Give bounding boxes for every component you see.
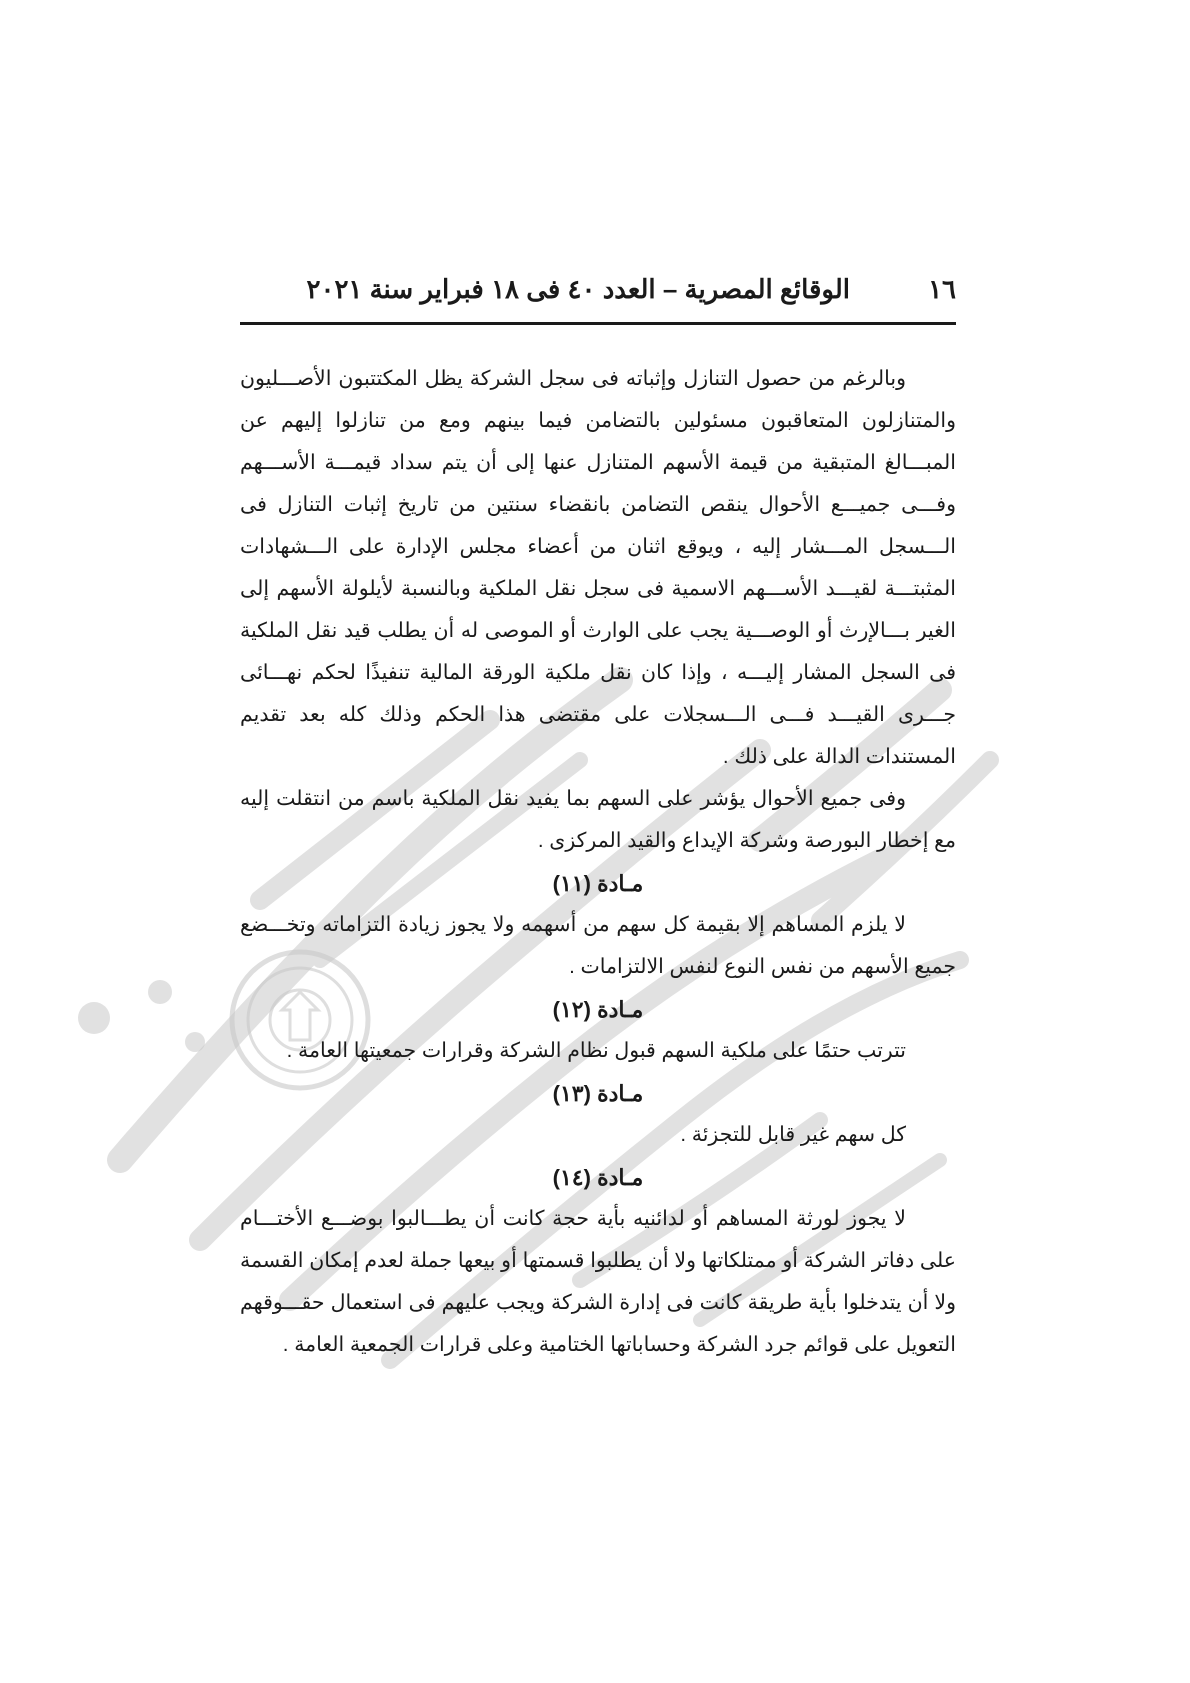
article-heading: مـادة (١١) xyxy=(552,871,644,896)
page-header xyxy=(240,270,956,318)
article-heading: مـادة (١٣) xyxy=(552,1081,644,1106)
paragraph: وفى جميع الأحوال يؤشر على السهم بما يفيد نقل الملكية باسم من انتقلت إليه مع إخطار البورصة وشركة الإيداع والقيد المركزى . xyxy=(240,787,956,852)
article-text: كل سهم غير قابل للتجزئة . xyxy=(680,1123,906,1146)
paragraph: وبالرغم من حصول التنازل وإثباته فى سجل الشركة يظل المكتتبون الأصـــليون والمتنازلون المتعاقبون مسئولين بالتضامن فيما بينهم ومع من تنازلوا إليهم عن المبـــالغ المتبقية من قيمة الأسهم المتنازل عنها إلى أن يتم سداد قيمـــة الأســـهم وفـــى جميـــع الأحوال ينقص التضامن بانقضاء سنتين من تاريخ إثبات التنازل فى الـــسجل المـــشار إليه ، ويوقع اثنان من أعضاء مجلس الإدارة على الـــشهادات المثبتـــة لقيـــد الأســـهم الاسمية فى سجل نقل الملكية وبالنسبة لأيلولة الأسهم إلى الغير بـــالإرث أو الوصـــية يجب على الوارث أو الموصى له أن يطلب قيد نقل الملكية فى السجل المشار إليـــه ، وإذا كان نقل ملكية الورقة المالية تنفيذًا لحكم نهـــائى جـــرى القيـــد فـــى الـــسجلات على مقتضى هذا الحكم وذلك كله بعد تقديم المستندات الدالة على ذلك . xyxy=(240,367,956,768)
article-text: لا يجوز لورثة المساهم أو لدائنيه بأية حجة كانت أن يطـــالبوا بوضـــع الأختـــام على دفاتر الشركة أو ممتلكاتها ولا أن يطلبوا قسمتها أو بيعها جملة لعدم إمكان القسمة ولا أن يتدخلوا بأية طريقة كانت فى إدارة الشركة ويجب عليهم فى استعمال حقـــوقهم التعويل على قوائم جرد الشركة وحساباتها الختامية وعلى قرارات الجمعية العامة . xyxy=(240,1207,956,1356)
page-number: ١٦ xyxy=(928,274,956,304)
article-text: تترتب حتمًا على ملكية السهم قبول نظام الشركة وقرارات جمعيتها العامة . xyxy=(286,1039,906,1062)
document-body xyxy=(240,358,956,1366)
gazette-title: الوقائع المصرية – العدد ٤٠ فى ١٨ فبراير سنة ٢٠٢١ xyxy=(306,274,850,304)
article-heading: مـادة (١٢) xyxy=(552,997,644,1022)
article-text: لا يلزم المساهم إلا بقيمة كل سهم من أسهمه ولا يجوز زيادة التزاماته وتخـــضع جميع الأسهم من نفس النوع لنفس الالتزامات . xyxy=(240,913,956,978)
header-divider xyxy=(240,322,956,325)
article-heading: مـادة (١٤) xyxy=(552,1165,644,1190)
